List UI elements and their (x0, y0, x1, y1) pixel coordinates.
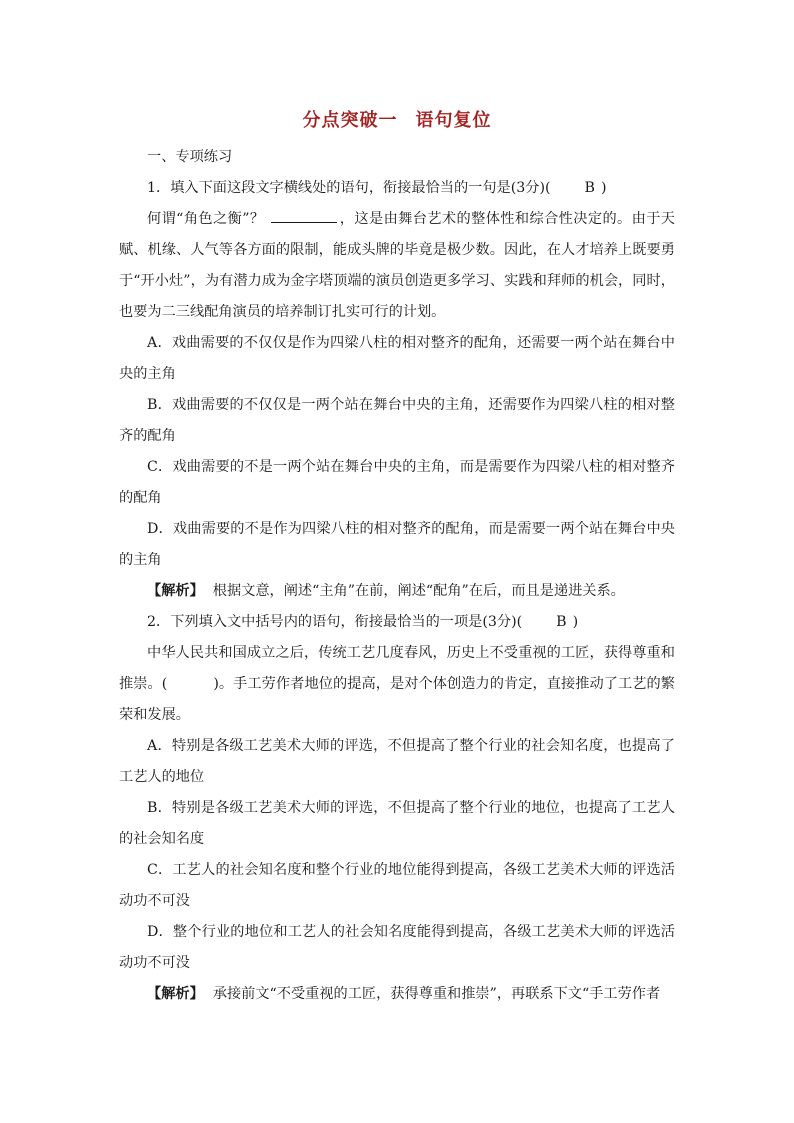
question-2-stem (119, 607, 675, 638)
q2-stem-suffix: ) (572, 614, 579, 630)
q2-passage-start: 中华人民共和国成立之后，传统工艺几度春风，历史上不受重视的工匠，获得尊重和推崇。( (119, 645, 675, 692)
question-2-passage (119, 638, 675, 731)
q2-analysis-text: 承接前文“不受重视的工匠，获得尊重和推崇”，再联系下文“手工劳作者 (212, 986, 661, 1002)
q1-analysis-text: 根据文意，阐述“主角”在前，阐述“配角”在后，而且是递进关系。 (212, 583, 625, 599)
question-1-stem (119, 173, 675, 204)
q1-option-b: B．戏曲需要的不仅仅是一两个站在舞台中央的主角，还需要作为四梁八柱的相对整齐的配角 (119, 397, 675, 444)
q1-option-c: C．戏曲需要的不是一两个站在舞台中央的主角，而是需要作为四梁八柱的相对整齐的配角 (119, 459, 675, 506)
title-part-2: 语句复位 (415, 110, 492, 131)
q1-stem-prefix: 1．填入下面这段文字横线处的语句，衔接最恰当的一句是(3分)( (147, 180, 551, 196)
q1-analysis (119, 576, 675, 607)
q1-option-d: D．戏曲需要的不是作为四梁八柱的相对整齐的配角，而是需要一两个站在舞台中央的主角 (119, 521, 675, 568)
title-part-1: 分点突破一 (302, 110, 398, 131)
q2-analysis (119, 979, 675, 1010)
q2-option-a: A．特别是各级工艺美术大师的评选，不但提高了整个行业的社会知名度，也提高了工艺人的地位 (119, 738, 675, 785)
question-1-passage (119, 204, 675, 328)
q1-answer: B (584, 180, 595, 196)
q2-analysis-tag: 【解析】 (147, 986, 204, 1002)
q2-passage-rest: )。手工劳作者地位的提高，是对个体创造力的肯定，直接推动了工艺的繁荣和发展。 (119, 676, 675, 723)
q1-analysis-tag: 【解析】 (147, 583, 204, 599)
section-heading: 一、专项练习 (147, 149, 233, 165)
document-body (119, 142, 675, 1010)
q2-stem-prefix: 2．下列填入文中括号内的语句，衔接最恰当的一项是(3分)( (147, 614, 523, 630)
q1-stem-suffix: ) (600, 180, 607, 196)
q2-option-d: D．整个行业的地位和工艺人的社会知名度能得到提高，各级工艺美术大师的评选活动功不可没 (119, 924, 675, 971)
q1-passage-rest: ，这是由舞台艺术的整体性和综合性决定的。由于天赋、机缘、人气等各方面的限制，能成头牌的毕竟是极少数。因此，在人才培养上既要勇于“开小灶”，为有潜力成为金字塔顶端的演员创造更多学习、实践和拜师的机会，同时，也要为二三线配角演员的培养制订扎实可行的计划。 (119, 211, 675, 320)
q2-option-c: C．工艺人的社会知名度和整个行业的地位能得到提高，各级工艺美术大师的评选活动功不可没 (119, 862, 675, 909)
q1-fill-blank (271, 208, 337, 223)
q1-passage-start: 何谓“角色之衡”？ (147, 211, 265, 227)
q2-option-b: B．特别是各级工艺美术大师的评选，不但提高了整个行业的地位，也提高了工艺人的社会知名度 (119, 800, 675, 847)
page-title (0, 106, 794, 132)
q1-option-a: A．戏曲需要的不仅仅是作为四梁八柱的相对整齐的配角，还需要一两个站在舞台中央的主角 (119, 335, 675, 382)
q2-answer: B (556, 614, 567, 630)
